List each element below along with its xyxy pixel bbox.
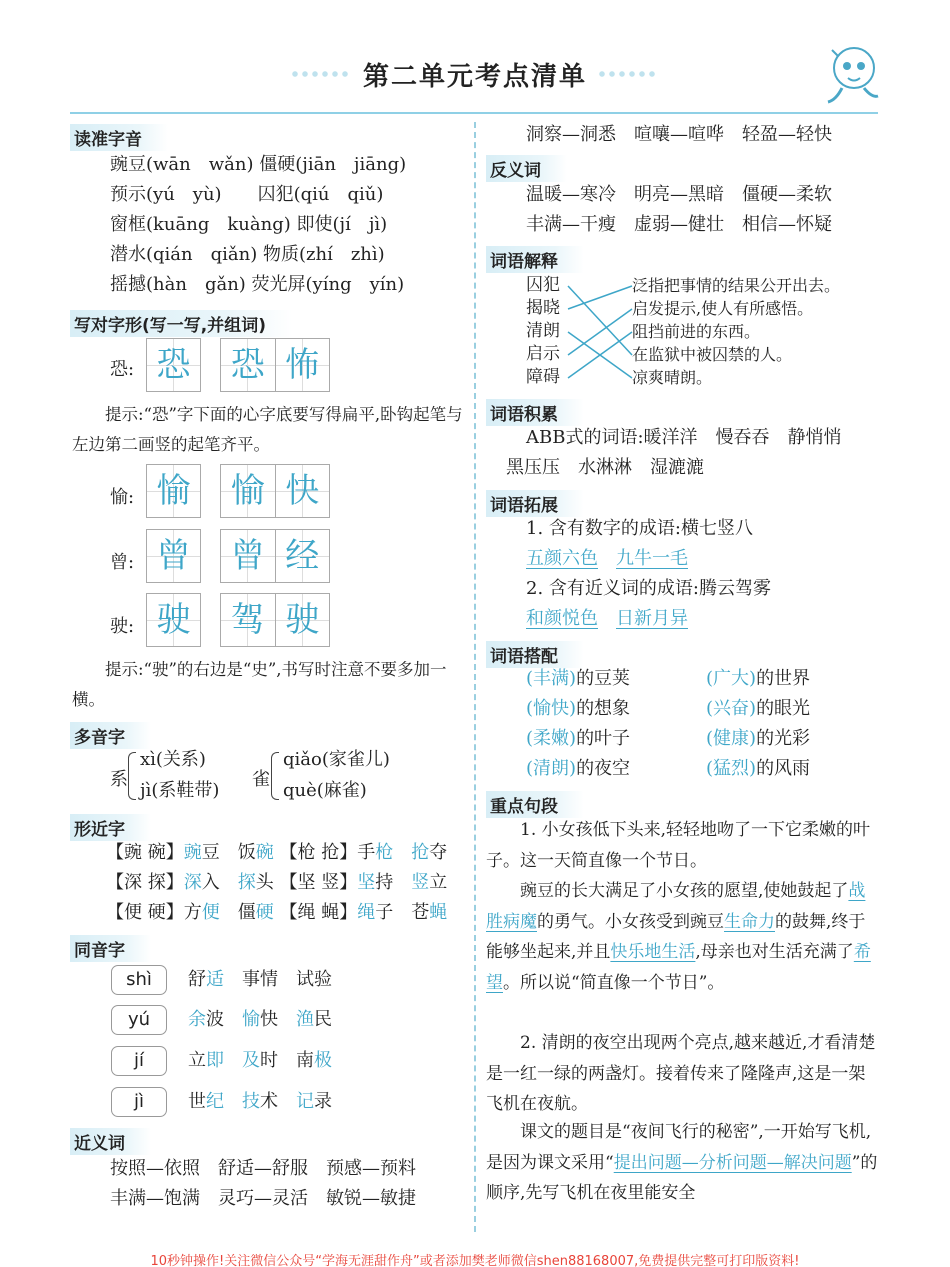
list-item: 囚犯 [526, 275, 560, 295]
key-paragraph: 豌豆的长大满足了小女孩的愿望,使她鼓起了战胜病魔的勇气。小女孩受到豌豆生命力的鼓舞,终于能够坐起来,并且快乐地生活,母亲也对生活充满了希望。所以说“简直像一个节日”。 [486, 881, 871, 993]
key-paragraph: 1. 小女孩低下头来,轻轻地吻了一下它柔嫩的叶子。这一天简直像一个节日。 [486, 820, 871, 871]
section-homophone: 同音字 [70, 935, 151, 962]
section-synonyms: 近义词 [70, 1128, 151, 1155]
homophone-row: 立即 及时 南极 [188, 1050, 332, 1071]
list-item: 【深 探】深入 探头 【坚 竖】坚持 竖立 [106, 872, 448, 893]
polyphone-reading: jì(系鞋带) [140, 780, 220, 801]
writing-word-box [220, 464, 330, 518]
homophone-row: 余波 愉快 渔民 [188, 1009, 332, 1030]
list-item: (广大)的世界 [706, 668, 811, 689]
list-item: 泛指把事情的结果公开出去。 [632, 276, 841, 295]
footer-notice: 10秒钟操作!关注微信公众号“学海无涯甜作舟”或者添加樊老师微信shen88168007,免费提供完整可打印版资料! [150, 1254, 800, 1267]
expand-question: 2. 含有近义词的成语:腾云驾雾 [526, 578, 771, 599]
key-paragraph: 课文的题目是“夜间飞行的秘密”,一开始写飞机,是因为课文采用“提出问题—分析问题—解决问题”的顺序,先写飞机在夜里能安全 [486, 1122, 878, 1203]
list-item: 【豌 碗】豌豆 饭碗 【枪 抢】手枪 抢夺 [106, 842, 448, 863]
list-item: 潜水(qián qiǎn) 物质(zhí zhì) [110, 244, 385, 265]
writing-box: 愉 [146, 464, 201, 518]
list-item: (清朗)的夜空 [526, 758, 631, 779]
section-expand: 词语拓展 [486, 490, 584, 517]
list-item: (猛烈)的风雨 [706, 758, 811, 779]
list-item: (兴奋)的眼光 [706, 698, 811, 719]
brace [128, 752, 136, 800]
writing-char: 经 [276, 530, 330, 582]
writing-label: 愉: [110, 487, 135, 508]
list-item: 【便 硬】方便 僵硬 【绳 蝇】绳子 苍蝇 [106, 902, 448, 923]
list-item: 揭晓 [526, 298, 560, 318]
homophone-row: 世纪 技术 记录 [188, 1091, 332, 1112]
polyphone-reading: què(麻雀) [283, 780, 367, 801]
list-item: 预示(yú yù) 囚犯(qiú qiǔ) [110, 184, 384, 205]
match-lines [566, 274, 636, 390]
mascot-icon [820, 40, 882, 112]
homophone-row: 舒适 事情 试验 [188, 969, 332, 990]
list-item: 启发提示,使人有所感悟。 [632, 299, 814, 318]
list-item: 豌豆(wān wǎn) 僵硬(jiān jiāng) [110, 154, 407, 175]
polyphone-char: 雀 [252, 769, 270, 790]
pronunciation-list [110, 150, 406, 300]
list-item: 阻挡前进的东西。 [632, 322, 761, 341]
writing-box: 恐 [146, 338, 201, 392]
synonym-row: 丰满—饱满 灵巧—灵活 敏锐—敏捷 [110, 1188, 416, 1209]
polyphone-char: 系 [110, 769, 128, 790]
writing-char: 恐 [221, 339, 276, 391]
section-key-passages: 重点句段 [486, 791, 584, 818]
section-similar: 形近字 [70, 814, 151, 841]
list-item: 在监狱中被囚禁的人。 [632, 345, 793, 364]
list-item: (柔嫩)的叶子 [526, 728, 631, 749]
list-item: (健康)的光彩 [706, 728, 811, 749]
writing-hint: 提示:“驶”的右边是“史”,书写时注意不要多加一横。 [72, 660, 447, 709]
expand-question: 1. 含有数字的成语:横七竖八 [526, 518, 753, 539]
writing-label: 恐: [110, 359, 135, 380]
key-paragraph: 2. 清朗的夜空出现两个亮点,越来越近,才看清楚是一红一绿的两盏灯。接着传来了隆隆声,这是一架飞机在夜航。 [486, 1033, 876, 1114]
polyphone-reading: qiǎo(家雀儿) [283, 749, 390, 770]
writing-label: 曾: [110, 552, 135, 573]
polyphone-reading: xì(关系) [140, 749, 206, 770]
pinyin-pill: jí [111, 1046, 167, 1076]
list-item: 启示 [526, 344, 560, 364]
list-item: (愉快)的想象 [526, 698, 631, 719]
collocation-list [706, 664, 810, 784]
section-polyphone: 多音字 [70, 722, 151, 749]
writing-hint: 提示:“恐”字下面的心字底要写得扁平,卧钩起笔与左边第二画竖的起笔齐平。 [72, 405, 463, 454]
section-antonyms: 反义词 [486, 155, 567, 182]
synonym-row: 按照—依照 舒适—舒服 预感—预料 [110, 1158, 416, 1179]
explain-words [526, 274, 560, 389]
section-writing: 写对字形(写一写,并组词) [70, 310, 292, 337]
writing-char: 怖 [276, 339, 330, 391]
accumulate-row: 黑压压 水淋淋 湿漉漉 [506, 457, 704, 478]
collocation-list [526, 664, 630, 784]
list-item: 摇撼(hàn gǎn) 荧光屏(yíng yín) [110, 274, 405, 295]
accumulate-row: ABB式的词语:暖洋洋 慢吞吞 静悄悄 [526, 427, 842, 448]
pinyin-pill: yú [111, 1005, 167, 1035]
antonym-row: 温暖—寒冷 明亮—黑暗 僵硬—柔软 [526, 184, 832, 205]
brace [271, 752, 279, 800]
section-pronunciation: 读准字音 [70, 124, 168, 151]
header-rule [70, 112, 878, 114]
writing-word-box [220, 593, 330, 647]
writing-word-box [220, 338, 330, 392]
writing-word-box [220, 529, 330, 583]
pinyin-pill: jì [111, 1087, 167, 1117]
title-dots-right [597, 70, 657, 78]
section-accumulate: 词语积累 [486, 399, 584, 426]
writing-label: 驶: [110, 616, 135, 637]
list-item: 窗框(kuāng kuàng) 即使(jí jì) [110, 214, 388, 235]
antonym-row: 丰满—干瘦 虚弱—健壮 相信—怀疑 [526, 214, 832, 235]
writing-char: 驶 [276, 594, 330, 646]
explain-defs [632, 274, 840, 389]
writing-char: 快 [276, 465, 330, 517]
list-item: 清朗 [526, 321, 560, 341]
list-item: 凉爽晴朗。 [632, 368, 713, 387]
expand-answer: 五颜六色 九牛一毛 [526, 548, 688, 569]
section-explain: 词语解释 [486, 246, 584, 273]
writing-char: 曾 [221, 530, 276, 582]
list-item: 障碍 [526, 367, 560, 387]
list-item: (丰满)的豆荚 [526, 668, 631, 689]
page-title: 第二单元考点清单 [362, 62, 587, 92]
section-collocation: 词语搭配 [486, 641, 584, 668]
writing-char: 愉 [221, 465, 276, 517]
writing-char: 驾 [221, 594, 276, 646]
writing-box: 驶 [146, 593, 201, 647]
column-divider [474, 122, 476, 1232]
similar-list [106, 838, 447, 928]
synonym-row: 洞察—洞悉 喧嚷—喧哗 轻盈—轻快 [526, 124, 832, 145]
expand-answer: 和颜悦色 日新月异 [526, 608, 688, 629]
writing-box: 曾 [146, 529, 201, 583]
pinyin-pill: shì [111, 965, 167, 995]
